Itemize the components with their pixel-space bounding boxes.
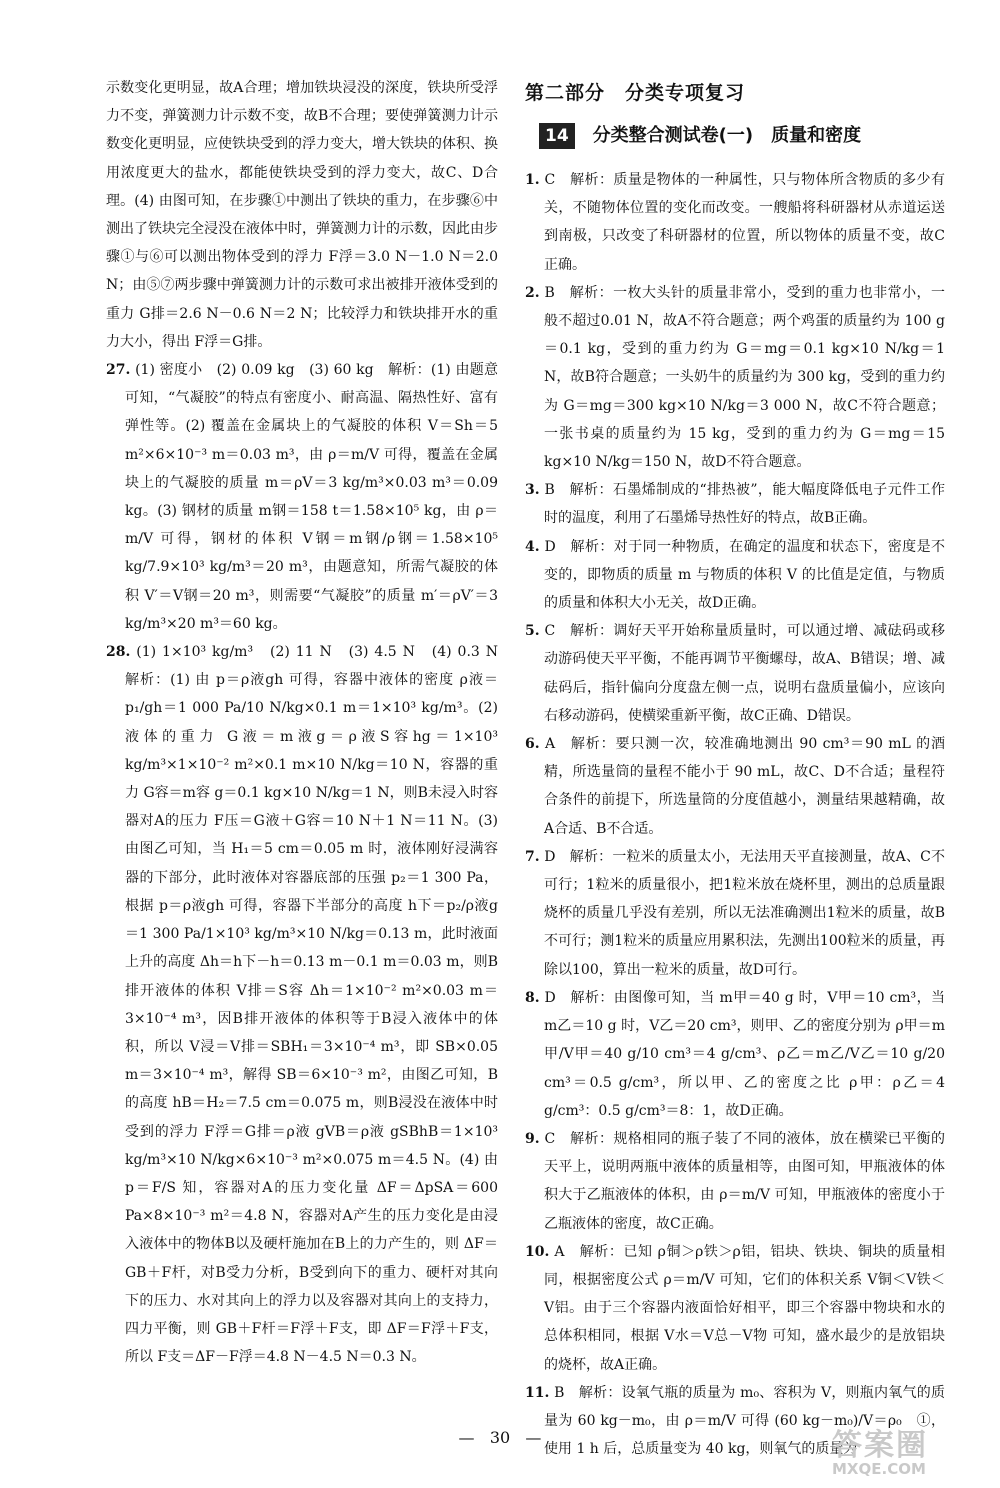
answer-item [525,476,945,532]
answer-number: 4. [525,538,540,555]
answer-text: B 解析：石墨烯制成的“排热被”，能大幅度降低电子元件工作时的温度，利用了石墨烯导热性好的特点，故B正确。 [544,482,945,527]
watermark-text: 答案圈 [832,1428,928,1463]
answer-number: 1. [525,172,540,188]
answer-number: 11. [525,1384,550,1401]
answer-item [525,1125,945,1238]
page-number: 30 [489,1428,511,1447]
answer-number: 8. [525,989,540,1006]
unit-title-topic: 质量和密度 [771,125,862,146]
answer-text: D 解析：由图像可知，当 m甲＝40 g 时，V甲＝10 cm³，当 m乙＝10 g 时，V乙＝20 cm³，则甲、乙的密度分别为 ρ甲＝m甲/V甲＝40 g/10 cm³＝4 g/cm³、ρ乙＝m乙/V乙＝10 g/20 cm³＝0.5 g/cm³，所以甲、乙的密度之比 ρ甲：ρ乙＝4 g/cm³：0.5 g/cm³＝8：1，故D正确。 [544,989,946,1119]
section-name: 分类专项复习 [625,82,746,104]
answer-text: C 解析：质量是物体的一种属性，只与物体所含物质的多少有关，不随物体位置的变化而改变。一艘船将科研器材从赤道运送到南极，只改变了科研器材的位置，所以物体的质量不变，故C正确。 [544,172,945,273]
answer-number: 7. [525,848,540,865]
unit-title-main: 分类整合测试卷(一) [592,125,754,146]
answer-number: 10. [525,1243,550,1260]
answer-number: 3. [525,482,540,499]
answer-list [525,166,945,1463]
answer-item [525,533,945,618]
answer-text: D 解析：一粒米的质量太小，无法用天平直接测量，故A、C不可行；1粒米的质量很小，把1粒米放在烧杯里，测出的总质量跟烧杯的质量几乎没有差别，所以无法准确测出1粒米的质量，故B不可行；测1粒米的质量应用累积法，先测出100粒米的质量，再除以100，算出一粒米的质量，故D可行。 [544,848,946,978]
section-title [525,78,945,108]
answer-text: A 解析：已知 ρ铜＞ρ铁＞ρ铝，铝块、铁块、铜块的质量相同，根据密度公式 ρ＝m/V 可知，它们的体积关系 V铜＜V铁＜V铝。由于三个容器内液面恰好相平，即三个容器中物块和水的总体积相同，根据 V水＝V总－V物 可知，盛水最少的是放铝块的烧杯，故A正确。 [544,1243,945,1373]
answer-text: D 解析：对于同一种物质，在确定的温度和状态下，密度是不变的，即物质的质量 m 与物质的体积 V 的比值是定值，与物质的质量和体积大小无关，故D正确。 [544,538,945,612]
answer-text: B 解析：一枚大头针的质量非常小，受到的重力也非常小，一般不超过0.01 N，故A不符合题意；两个鸡蛋的质量约为 100 g＝0.1 kg，受到的重力约为 G＝mg＝0.1 kg×10 N/kg＝1 N，故B符合题意；一头奶牛的质量约为 300 kg，受到的重力约为 G＝mg＝300 kg×10 N/kg＝3 000 N，故C不符合题意；一张书桌的质量约为 15 kg，受到的重力约为 G＝mg＝15 kg×10 N/kg＝150 N，故D不符合题意。 [544,284,945,471]
page-footer: — 30 — [458,1428,542,1447]
answer-text: A 解析：要只测一次，较准确地测出 90 cm³＝90 mL 的酒精，所选量筒的量程不能小于 90 mL，故C、D不合适；量程符合条件的前提下，所选量筒的分度值越小，测量结果越精确，故A合适、B不合适。 [544,736,946,837]
answer-item [525,843,945,984]
answer-number: 5. [525,623,540,640]
answer-item [106,356,498,638]
answer-text: (1) 密度小 (2) 0.09 kg (3) 60 kg 解析：(1) 由题意可知，“气凝胶”的特点有密度小、耐高温、隔热性好、富有弹性等。(2) 覆盖在金属块上的气凝胶的体积 V＝Sh＝5 m²×6×10⁻³ m＝0.03 m³，由 ρ＝m/V 可得，覆盖在金属块上的气凝胶的质量 m＝ρV＝3 kg/m³×0.03 m³＝0.09 kg。(3) 钢材的质量 m钢＝158 t＝1.58×10⁵ kg，由 ρ＝m/V 可得，钢材的体积 V钢＝m钢/ρ钢＝1.58×10⁵ kg/7.9×10³ kg/m³＝20 m³，由题意知，所需气凝胶的体积 V′＝V钢＝20 m³，则需要“气凝胶”的质量 m′＝ρV′＝3 kg/m³×20 m³＝60 kg。 [125,362,498,632]
answer-text: 示数变化更明显，故A合理；增加铁块浸没的深度，铁块所受浮力不变，弹簧测力计示数不变，故B不合理；要使弹簧测力计示数变化更明显，应使铁块受到的浮力变大，增大铁块的体积、换用浓度更大的盐水，都能使铁块受到的浮力变大，故C、D合理。(4) 由图可知，在步骤①中测出了铁块的重力，在步骤⑥中测出了铁块完全浸没在液体中时，弹簧测力计的示数，因此由步骤①与⑥可以测出物体受到的浮力 F浮＝3.0 N－1.0 N＝2.0 N；由⑤⑦两步骤中弹簧测力计的示数可求出被排开液体受到的重力 G排＝2.6 N－0.6 N＝2 N；比较浮力和铁块排开水的重力大小，得出 F浮＝G排。 [106,80,498,350]
answer-item [525,730,945,843]
unit-number-badge: 14 [539,123,575,149]
section-part: 第二部分 [525,82,606,104]
unit-title [539,120,945,152]
answer-item [525,279,945,476]
answer-number: 6. [525,736,540,753]
answer-item [525,166,945,279]
answer-number: 28. [106,644,131,661]
left-column [106,74,512,1371]
answer-number: 9. [525,1130,540,1147]
watermark-url: MXQE.COM [832,1460,926,1478]
answer-number: 2. [525,284,540,301]
answer-text: C 解析：调好天平开始称量质量时，可以通过增、减砝码或移动游码使天平平衡，不能再调节平衡螺母，故A、B错误；增、减砝码后，指针偏向分度盘左侧一点，说明右盘质量偏小，应该向右移动游码，使横梁重新平衡，故C正确、D错误。 [544,623,945,724]
watermark-logo [832,1420,982,1484]
answer-item [525,617,945,730]
answer-item [106,638,512,1371]
answer-text: B 解析：设氧气瓶的质量为 m₀、容积为 V，则瓶内氧气的质量为 60 kg－m₀，由 ρ＝m/V 可得 (60 kg－m₀)/V＝ρ₀ ①，使用 1 h 后，总质量变为 40 kg，则氧气的质量为 [544,1384,946,1458]
answer-text: (1) 1×10³ kg/m³ (2) 11 N (3) 4.5 N (4) 0.3 N 解析：(1) 由 p＝ρ液gh 可得，容器中液体的密度 ρ液＝p₁/gh＝1 000 Pa/10 N/kg×0.1 m＝1×10³ kg/m³。(2) 液体的重力 G液＝m液g＝ρ液S容hg＝1×10³ kg/m³×1×10⁻² m²×0.1 m×10 N/kg＝10 N，容器的重力 G容＝m容 g＝0.1 kg×10 N/kg＝1 N，则B未浸入时容器对A的压力 F压＝G液＋G容＝10 N＋1 N＝11 N。(3) 由图乙可知，当 H₁＝5 cm＝0.05 m 时，液体刚好浸满容器的下部分，此时液体对容器底部的压强 p₂＝1 300 Pa，根据 p＝ρ液gh 可得，容器下半部分的高度 h下＝p₂/ρ液g＝1 300 Pa/1×10³ kg/m³×10 N/kg＝0.13 m，此时液面上升的高度 Δh＝h下－h＝0.13 m－0.1 m＝0.03 m，则B排开液体的体积 V排＝S容 Δh＝1×10⁻² m²×0.03 m＝3×10⁻⁴ m³，因B排开液体的体积等于B浸入液体中的体积，所以 V浸＝V排＝SBH₁＝3×10⁻⁴ m³，即 SB×0.05 m＝3×10⁻⁴ m³，解得 SB＝6×10⁻³ m²，由图乙可知，B的高度 hB＝H₂＝7.5 cm＝0.075 m，则B浸没在液体中时受到的浮力 F浮＝G排＝ρ液 gVB＝ρ液 gSBhB＝1×10³ kg/m³×10 N/kg×6×10⁻³ m²×0.075 m＝4.5 N。(4) 由 p＝F/S 知，容器对A的压力变化量 ΔF＝ΔpSA＝600 Pa×8×10⁻³ m²＝4.8 N，容器对A产生的压力变化是由浸入液体中的物体B以及硬杆施加在B上的力产生的，则 ΔF＝GB＋F杆，对B受力分析，B受到向下的重力、硬杆对其向下的压力、水对其向上的浮力以及容器对其向上的支持力，四力平衡，则 GB＋F杆＝F浮＋F支，即 ΔF＝F浮＋F支，所以 F支＝ΔF－F浮＝4.8 N－4.5 N＝0.3 N。 [125,644,512,1366]
right-column [525,74,945,1463]
answer-item [525,1238,945,1379]
answer-item [525,984,945,1125]
answer-text: C 解析：规格相同的瓶子装了不同的液体，放在横梁已平衡的天平上，说明两瓶中液体的质量相等，由图可知，甲瓶液体的体积大于乙瓶液体的体积，由 ρ＝m/V 可知，甲瓶液体的密度小于乙瓶液体的密度，故C正确。 [544,1130,945,1232]
answer-paragraph [106,74,498,356]
answer-number: 27. [106,362,131,379]
